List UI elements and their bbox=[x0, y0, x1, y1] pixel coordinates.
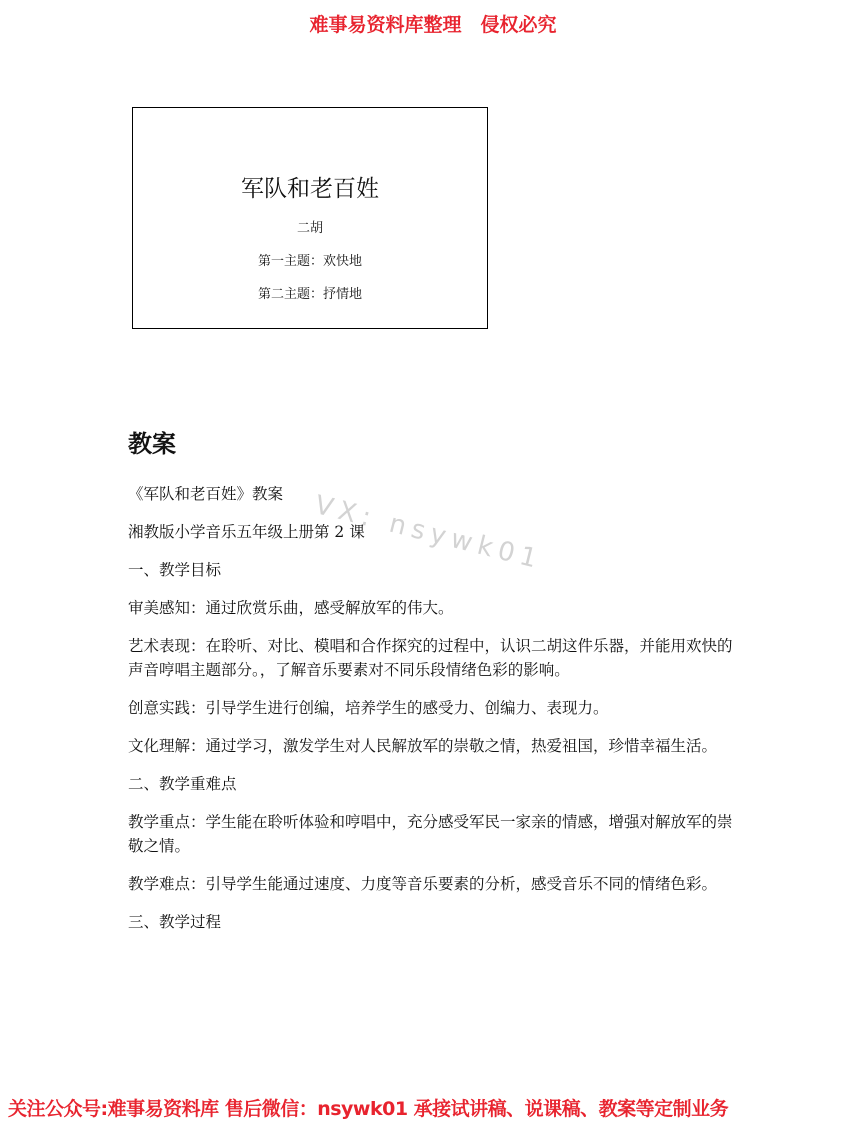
paragraph: 三、教学过程 bbox=[128, 913, 222, 931]
slide-line: 二胡 bbox=[296, 221, 323, 236]
paragraph: 一、教学目标 bbox=[128, 561, 222, 579]
paragraph: 《军队和老百姓》教案 bbox=[128, 485, 284, 503]
top-banner: 难事易资料库整理 侵权必究 bbox=[309, 14, 557, 36]
slide-title: 军队和老百姓 bbox=[241, 176, 379, 202]
paragraph: 艺术表现：在聆听、对比、模唱和合作探究的过程中，认识二胡这件乐器，并能用欢快的声音哼唱主题部分。，了解音乐要素对不同乐段情绪色彩的影响。 bbox=[128, 637, 733, 679]
slide-line: 第一主题：欢快地 bbox=[257, 254, 362, 269]
paragraph: 教学重点：学生能在聆听体验和哼唱中，充分感受军民一家亲的情感，增强对解放军的崇敬之情。 bbox=[128, 813, 733, 855]
paragraph: 文化理解：通过学习，激发学生对人民解放军的崇敬之情，热爱祖国，珍惜幸福生活。 bbox=[128, 737, 718, 755]
bottom-banner: 关注公众号:难事易资料库 售后微信：nsywk01 承接试讲稿、说课稿、教案等定制业务 bbox=[8, 1098, 729, 1120]
document-body bbox=[128, 482, 743, 948]
paragraph: 湘教版小学音乐五年级上册第 2 课 bbox=[128, 523, 365, 541]
slide-line: 第二主题：抒情地 bbox=[257, 287, 362, 302]
paragraph: 二、教学重难点 bbox=[128, 775, 237, 793]
watermark: VX: nsywk01 bbox=[311, 490, 546, 576]
paragraph: 创意实践：引导学生进行创编，培养学生的感受力、创编力、表现力。 bbox=[128, 699, 609, 717]
section-heading: 教案 bbox=[128, 430, 176, 458]
paragraph: 审美感知：通过欣赏乐曲，感受解放军的伟大。 bbox=[128, 599, 454, 617]
slide-thumbnail bbox=[132, 107, 488, 329]
paragraph: 教学难点：引导学生能通过速度、力度等音乐要素的分析，感受音乐不同的情绪色彩。 bbox=[128, 875, 718, 893]
